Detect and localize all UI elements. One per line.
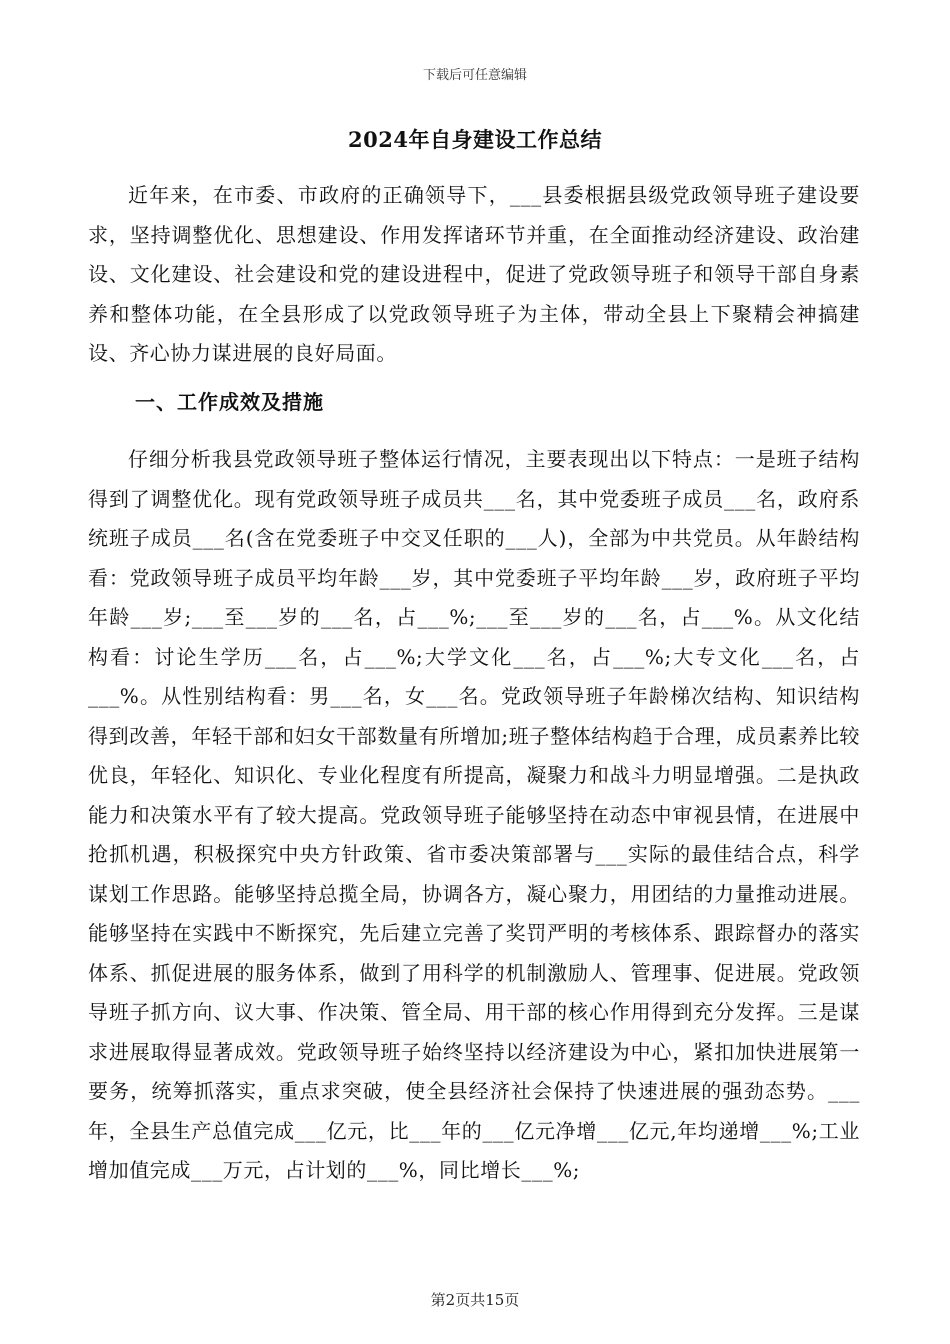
intro-paragraph: 近年来，在市委、市政府的正确领导下，___县委根据县级党政领导班子建设要求，坚持调整优化、思想建设、作用发挥诸环节并重，在全面推动经济建设、政治建设、文化建设、社会建设和党的建设进程中，促进了党政领导班子和领导干部自身素养和整体功能，在全县形成了以党政领导班子为主体，带动全县上下聚精会神搞建设、齐心协力谋进展的良好局面。 bbox=[88, 183, 860, 365]
intro-section bbox=[88, 176, 860, 374]
section-heading: 一、工作成效及措施 bbox=[135, 390, 324, 414]
page-header-note: 下载后可任意编辑 bbox=[422, 68, 527, 83]
page-number: 第2页共15页 bbox=[430, 1291, 520, 1309]
section-body bbox=[88, 440, 860, 1191]
section-paragraph: 仔细分析我县党政领导班子整体运行情况，主要表现出以下特点：一是班子结构得到了调整优化。现有党政领导班子成员共___名，其中党委班子成员___名，政府系统班子成员___名(含在党委班子中交叉任职的___人)，全部为中共党员。从年龄结构看：党政领导班子成员平均年龄___岁，其中党委班子平均年龄___岁，政府班子平均年龄___岁;___至___岁的___名，占___%;___至___岁的___名，占___%。从文化结构看：讨论生学历___名，占___%;大学文化___名，占___%;大专文化___名，占___%。从性别结构看：男___名，女___名。党政领导班子年龄梯次结构、知识结构得到改善，年轻干部和妇女干部数量有所增加;班子整体结构趋于合理，成员素养比较优良，年轻化、知识化、专业化程度有所提高，凝聚力和战斗力明显增强。二是执政能力和决策水平有了较大提高。党政领导班子能够坚持在动态中审视县情，在进展中抢抓机遇，积极探究中央方针政策、省市委决策部署与___实际的最佳结合点，科学谋划工作思路。能够坚持总揽全局，协调各方，凝心聚力，用团结的力量推动进展。能够坚持在实践中不断探究，先后建立完善了奖罚严明的考核体系、跟踪督办的落实体系、抓促进展的服务体系，做到了用科学的机制激励人、管理事、促进展。党政领导班子抓方向、议大事、作决策、管全局、用干部的核心作用得到充分发挥。三是谋求进展取得显著成效。党政领导班子始终坚持以经济建设为中心，紧扣加快进展第一要务，统筹抓落实，重点求突破，使全县经济社会保持了快速进展的强劲态势。___年，全县生产总值完成___亿元，比___年的___亿元净增___亿元,年均递增___%;工业增加值完成___万元，占计划的___%，同比增长___%; bbox=[88, 447, 860, 1182]
document-title: 2024年自身建设工作总结 bbox=[348, 127, 602, 152]
